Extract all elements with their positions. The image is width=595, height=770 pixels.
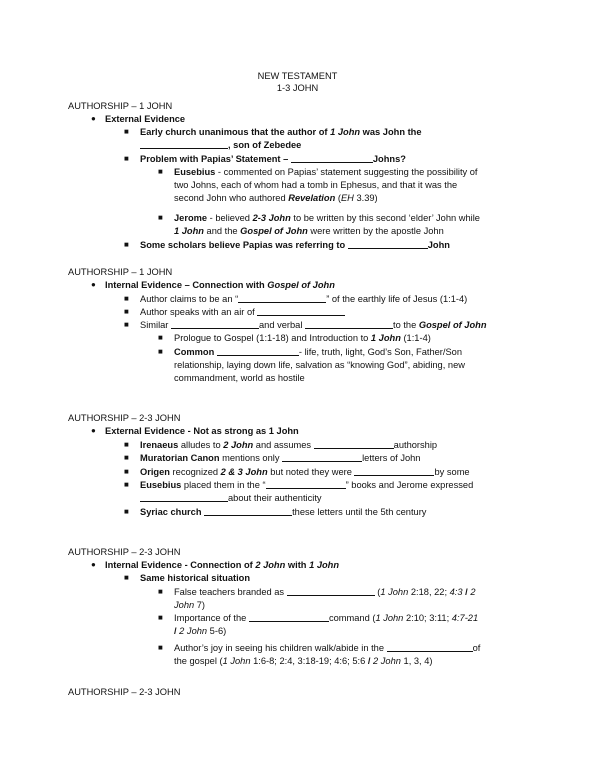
bullet-icon: ■: [158, 347, 163, 356]
doc-subtitle: 1-3 JOHN: [276, 83, 319, 93]
fill-blank: [171, 319, 259, 329]
fill-blank: [291, 153, 373, 163]
outline-item: Similar and verbal to the Gospel of John: [140, 320, 487, 330]
fill-blank: [140, 492, 228, 502]
bullet-icon: ■: [158, 613, 163, 622]
outline-item-cont: John 7): [174, 600, 206, 610]
bullet-icon: ■: [124, 240, 129, 249]
outline-item: Problem with Papias’ Statement – Johns?: [140, 154, 406, 164]
fill-blank: [282, 452, 362, 462]
outline-item: Internal Evidence - Connection of 2 John with 1 John: [105, 560, 340, 570]
doc-title: NEW TESTAMENT: [257, 71, 338, 81]
fill-blank: [238, 293, 326, 303]
outline-item-cont: about their authenticity: [140, 492, 322, 505]
bullet-icon: ■: [124, 507, 129, 516]
outline-item-cont: / 2 John 5-6): [174, 626, 227, 636]
fill-blank: [217, 346, 299, 356]
bullet-icon: ●: [91, 114, 96, 123]
fill-blank: [287, 586, 375, 596]
fill-blank: [354, 466, 434, 476]
outline-item: Syriac church these letters until the 5th century: [140, 507, 427, 517]
section-heading: AUTHORSHIP – 2-3 JOHN: [68, 687, 181, 697]
bullet-icon: ■: [124, 573, 129, 582]
fill-blank: [348, 239, 428, 249]
fill-blank: [387, 642, 473, 652]
outline-item: Internal Evidence – Connection with Gospel of John: [105, 280, 335, 290]
bullet-icon: ■: [124, 154, 129, 163]
bullet-icon: ■: [124, 320, 129, 329]
outline-item: Importance of the command (1 John 2:10; 3:11; 4:7-21: [174, 613, 479, 623]
fill-blank: [257, 306, 345, 316]
outline-item-cont: , son of Zebedee: [140, 139, 301, 152]
bullet-icon: ●: [91, 560, 96, 569]
bullet-icon: ■: [158, 213, 163, 222]
outline-item: Jerome - believed 2-3 John to be written by this second ‘elder’ John while: [174, 213, 480, 223]
outline-item: Prologue to Gospel (1:1-18) and Introduction to 1 John (1:1-4): [174, 333, 431, 343]
bullet-icon: ■: [124, 127, 129, 136]
outline-item-cont: 1 John and the Gospel of John were written by the apostle John: [174, 226, 444, 236]
fill-blank: [314, 439, 394, 449]
bullet-icon: ■: [158, 333, 163, 342]
outline-item: Author’s joy in seeing his children walk/abide in the of: [174, 643, 481, 653]
bullet-icon: ●: [91, 280, 96, 289]
bullet-icon: ■: [124, 307, 129, 316]
bullet-icon: ■: [158, 167, 163, 176]
outline-item-cont: second John who authored Revelation (EH 3.39): [174, 193, 378, 203]
outline-item: External Evidence - Not as strong as 1 John: [105, 426, 299, 436]
section-heading: AUTHORSHIP – 1 JOHN: [68, 267, 173, 277]
outline-item: Same historical situation: [140, 573, 251, 583]
outline-item: External Evidence: [105, 114, 186, 124]
outline-item-cont: commandment, world as hostile: [174, 373, 305, 383]
outline-item: Common - life, truth, light, God’s Son, Father/Son: [174, 347, 463, 357]
outline-item: Origen recognized 2 & 3 John but noted they were by some: [140, 467, 470, 477]
fill-blank: [249, 612, 329, 622]
bullet-icon: ■: [158, 587, 163, 596]
fill-blank: [266, 479, 346, 489]
section-heading: AUTHORSHIP – 2-3 JOHN: [68, 547, 181, 557]
outline-item: Eusebius placed them in the “ ” books and Jerome expressed: [140, 480, 474, 490]
outline-item: False teachers branded as (1 John 2:18, 22; 4:3 / 2: [174, 587, 476, 597]
bullet-icon: ■: [124, 453, 129, 462]
outline-item: Author claims to be an “ ” of the earthly life of Jesus (1:1-4): [140, 294, 468, 304]
outline-item: Eusebius - commented on Papias’ statement suggesting the possibility of: [174, 167, 478, 177]
bullet-icon: ■: [124, 480, 129, 489]
fill-blank: [305, 319, 393, 329]
section-heading: AUTHORSHIP – 1 JOHN: [68, 101, 173, 111]
fill-blank: [204, 506, 292, 516]
fill-blank: [140, 139, 228, 149]
section-heading: AUTHORSHIP – 2-3 JOHN: [68, 413, 181, 423]
outline-item: Some scholars believe Papias was referring to John: [140, 240, 450, 250]
outline-item: Author speaks with an air of: [140, 306, 345, 319]
outline-item-cont: the gospel (1 John 1:6-8; 2:4, 3:18-19; 4:6; 5:6 / 2 John 1, 3, 4): [174, 656, 433, 666]
outline-item: Irenaeus alludes to 2 John and assumes authorship: [140, 440, 438, 450]
outline-item: Early church unanimous that the author of 1 John was John the: [140, 127, 422, 137]
outline-item: Muratorian Canon mentions only letters of John: [140, 453, 421, 463]
outline-item-cont: relationship, laying down life, salvation as “knowing God”, abiding, new: [174, 360, 465, 370]
bullet-icon: ●: [91, 426, 96, 435]
bullet-icon: ■: [158, 643, 163, 652]
bullet-icon: ■: [124, 467, 129, 476]
bullet-icon: ■: [124, 440, 129, 449]
bullet-icon: ■: [124, 294, 129, 303]
outline-item-cont: two Johns, each of whom had a tomb in Ephesus, and that it was the: [174, 180, 458, 190]
